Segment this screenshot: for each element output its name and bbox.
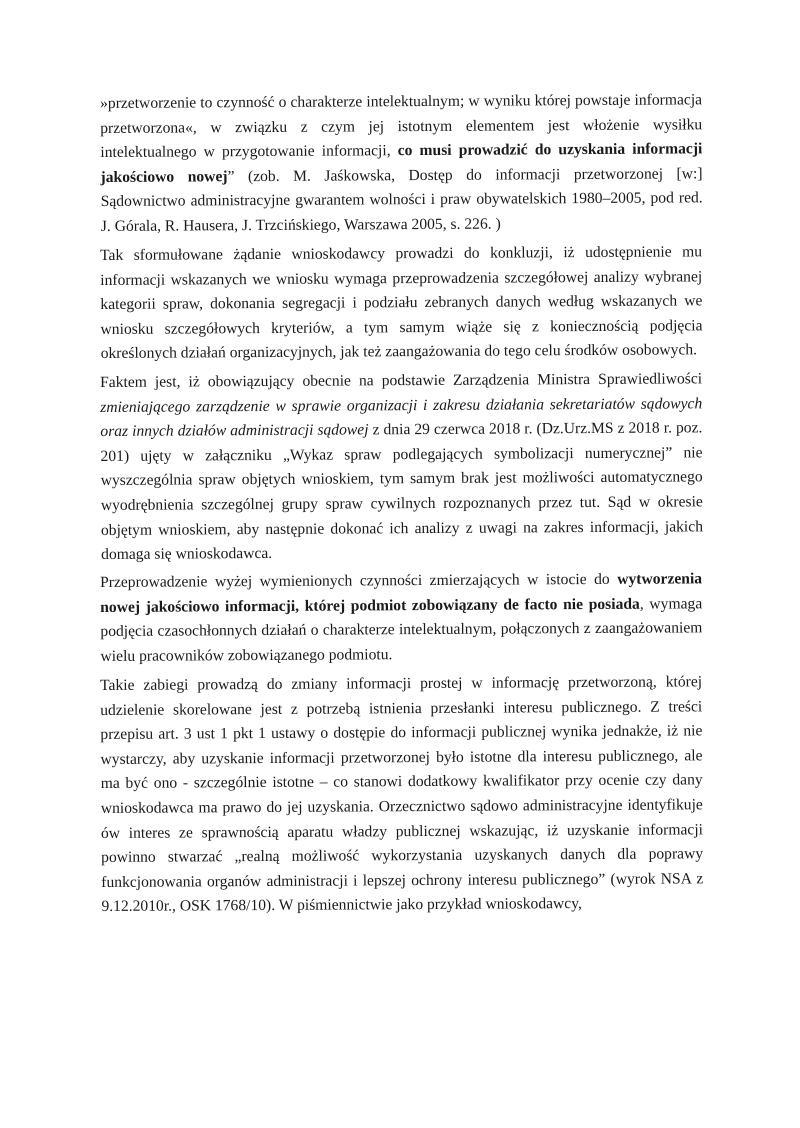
- paragraph-1: [100, 88, 703, 239]
- text-segment: Tak sformułowane żądanie wnioskodawcy prowadzi do konkluzji, iż udostępnienie mu informacji wskazanych we wniosku wymaga przeprowadzenia szczegółowej analizy wybranej kategorii spraw, dokonania segregacji i podziału zebranych danych według wskazanych we wniosku szczegółowych kryteriów, a tym samym wiąże się z koniecznością podjęcia określonych działań organizacyjnych, jak też zaangażowania do tego celu środków osobowych.: [100, 242, 703, 362]
- text-segment: Przeprowadzenie wyżej wymienionych czynności zmierzających w istocie do: [100, 571, 618, 592]
- text-segment: Takie zabiegi prowadzą do zmiany informacji prostej w informację przetworzoną, której udzielenie skorelowane jest z potrzebą istnienia przesłanki interesu publicznego. Z treści przepisu art. 3 ust 1 pkt 1 ustawy o dostępie do informacji publicznej wynika jednakże, iż nie wystarczy, aby uzyskanie informacji przetworzonej było istotne dla interesu publicznego, ale ma być ono - szczególnie istotne – co stanowi dodatkowy kwalifikator przy ocenie czy dany wnioskodawca ma prawo do jej uzyskania. Orzecznictwo sądowo administracyjne identyfikuje ów interes ze sprawnością aparatu władzy publicznej wskazując, iż uzyskanie informacji powinno stwarzać „realną możliwość wykorzystania uzyskanych danych dla poprawy funkcjonowania organów administracji i lepszej ochrony interesu publicznego” (wyrok NSA z 9.12.2010r., OSK 1768/10). W piśmiennictwie jako przykład wnioskodawcy,: [100, 672, 704, 915]
- text-segment: z dnia 29 czerwca 2018 r. (Dz.Urz.MS z 2018 r. poz. 201) ujęty w załączniku „Wykaz spraw podlegających symbolizacji numerycznej” nie wyszczególnia spraw objętych wnioskiem, tym samym brak jest możliwości automatycznego wyodrębnienia szczególnej grupy spraw cywilnych rozpoznanych przez tut. Sąd w okresie objętym wnioskiem, aby następnie dokonać ich analizy z uwagi na zakres informacji, jakich domaga się wnioskodawca.: [100, 419, 704, 563]
- text-segment: »przetworzenie to czynność o charakterze intelektualnym; w wyniku której powstaje informacja przetworzona«, w związku z czym jej istotnym elementem jest włożenie wysiłku intelektualnego w przygotowanie informacji,: [100, 91, 703, 162]
- paragraph-5: [100, 670, 703, 920]
- paragraph-4: [100, 568, 703, 670]
- bold-segment: co musi prowadzić do uzyskania informacji jakościowo nowej: [100, 140, 703, 186]
- bold-segment: wytworzenia nowej jakościowo informacji, której podmiot zobowiązany de facto nie posiada: [100, 570, 703, 616]
- text-segment: , wymaga podjęcia czasochłonnych działań o charakterze intelektualnym, połączonych z zaangażowaniem wielu pracowników zobowiązanego podmiotu.: [100, 595, 703, 666]
- text-segment: ” (zob. M. Jaśkowska, Dostęp do informacji przetworzonej [w:] Sądownictwo administracyjne gwarantem wolności i praw obywatelskich 1980–2005, pod red. J. Górala, R. Hausera, J. Trzcińskiego, Warszawa 2005, s. 226. ): [100, 165, 703, 235]
- italic-segment: zmieniającego zarządzenie w sprawie organizacji i zakresu działania sekretariatów sądowych oraz innych działów administracji sądowej: [100, 394, 703, 440]
- paragraph-3: [100, 367, 703, 567]
- paragraph-2: [100, 240, 703, 367]
- text-segment: Faktem jest, iż obowiązujący obecnie na podstawie Zarządzenia Ministra Sprawiedliwości: [100, 369, 703, 391]
